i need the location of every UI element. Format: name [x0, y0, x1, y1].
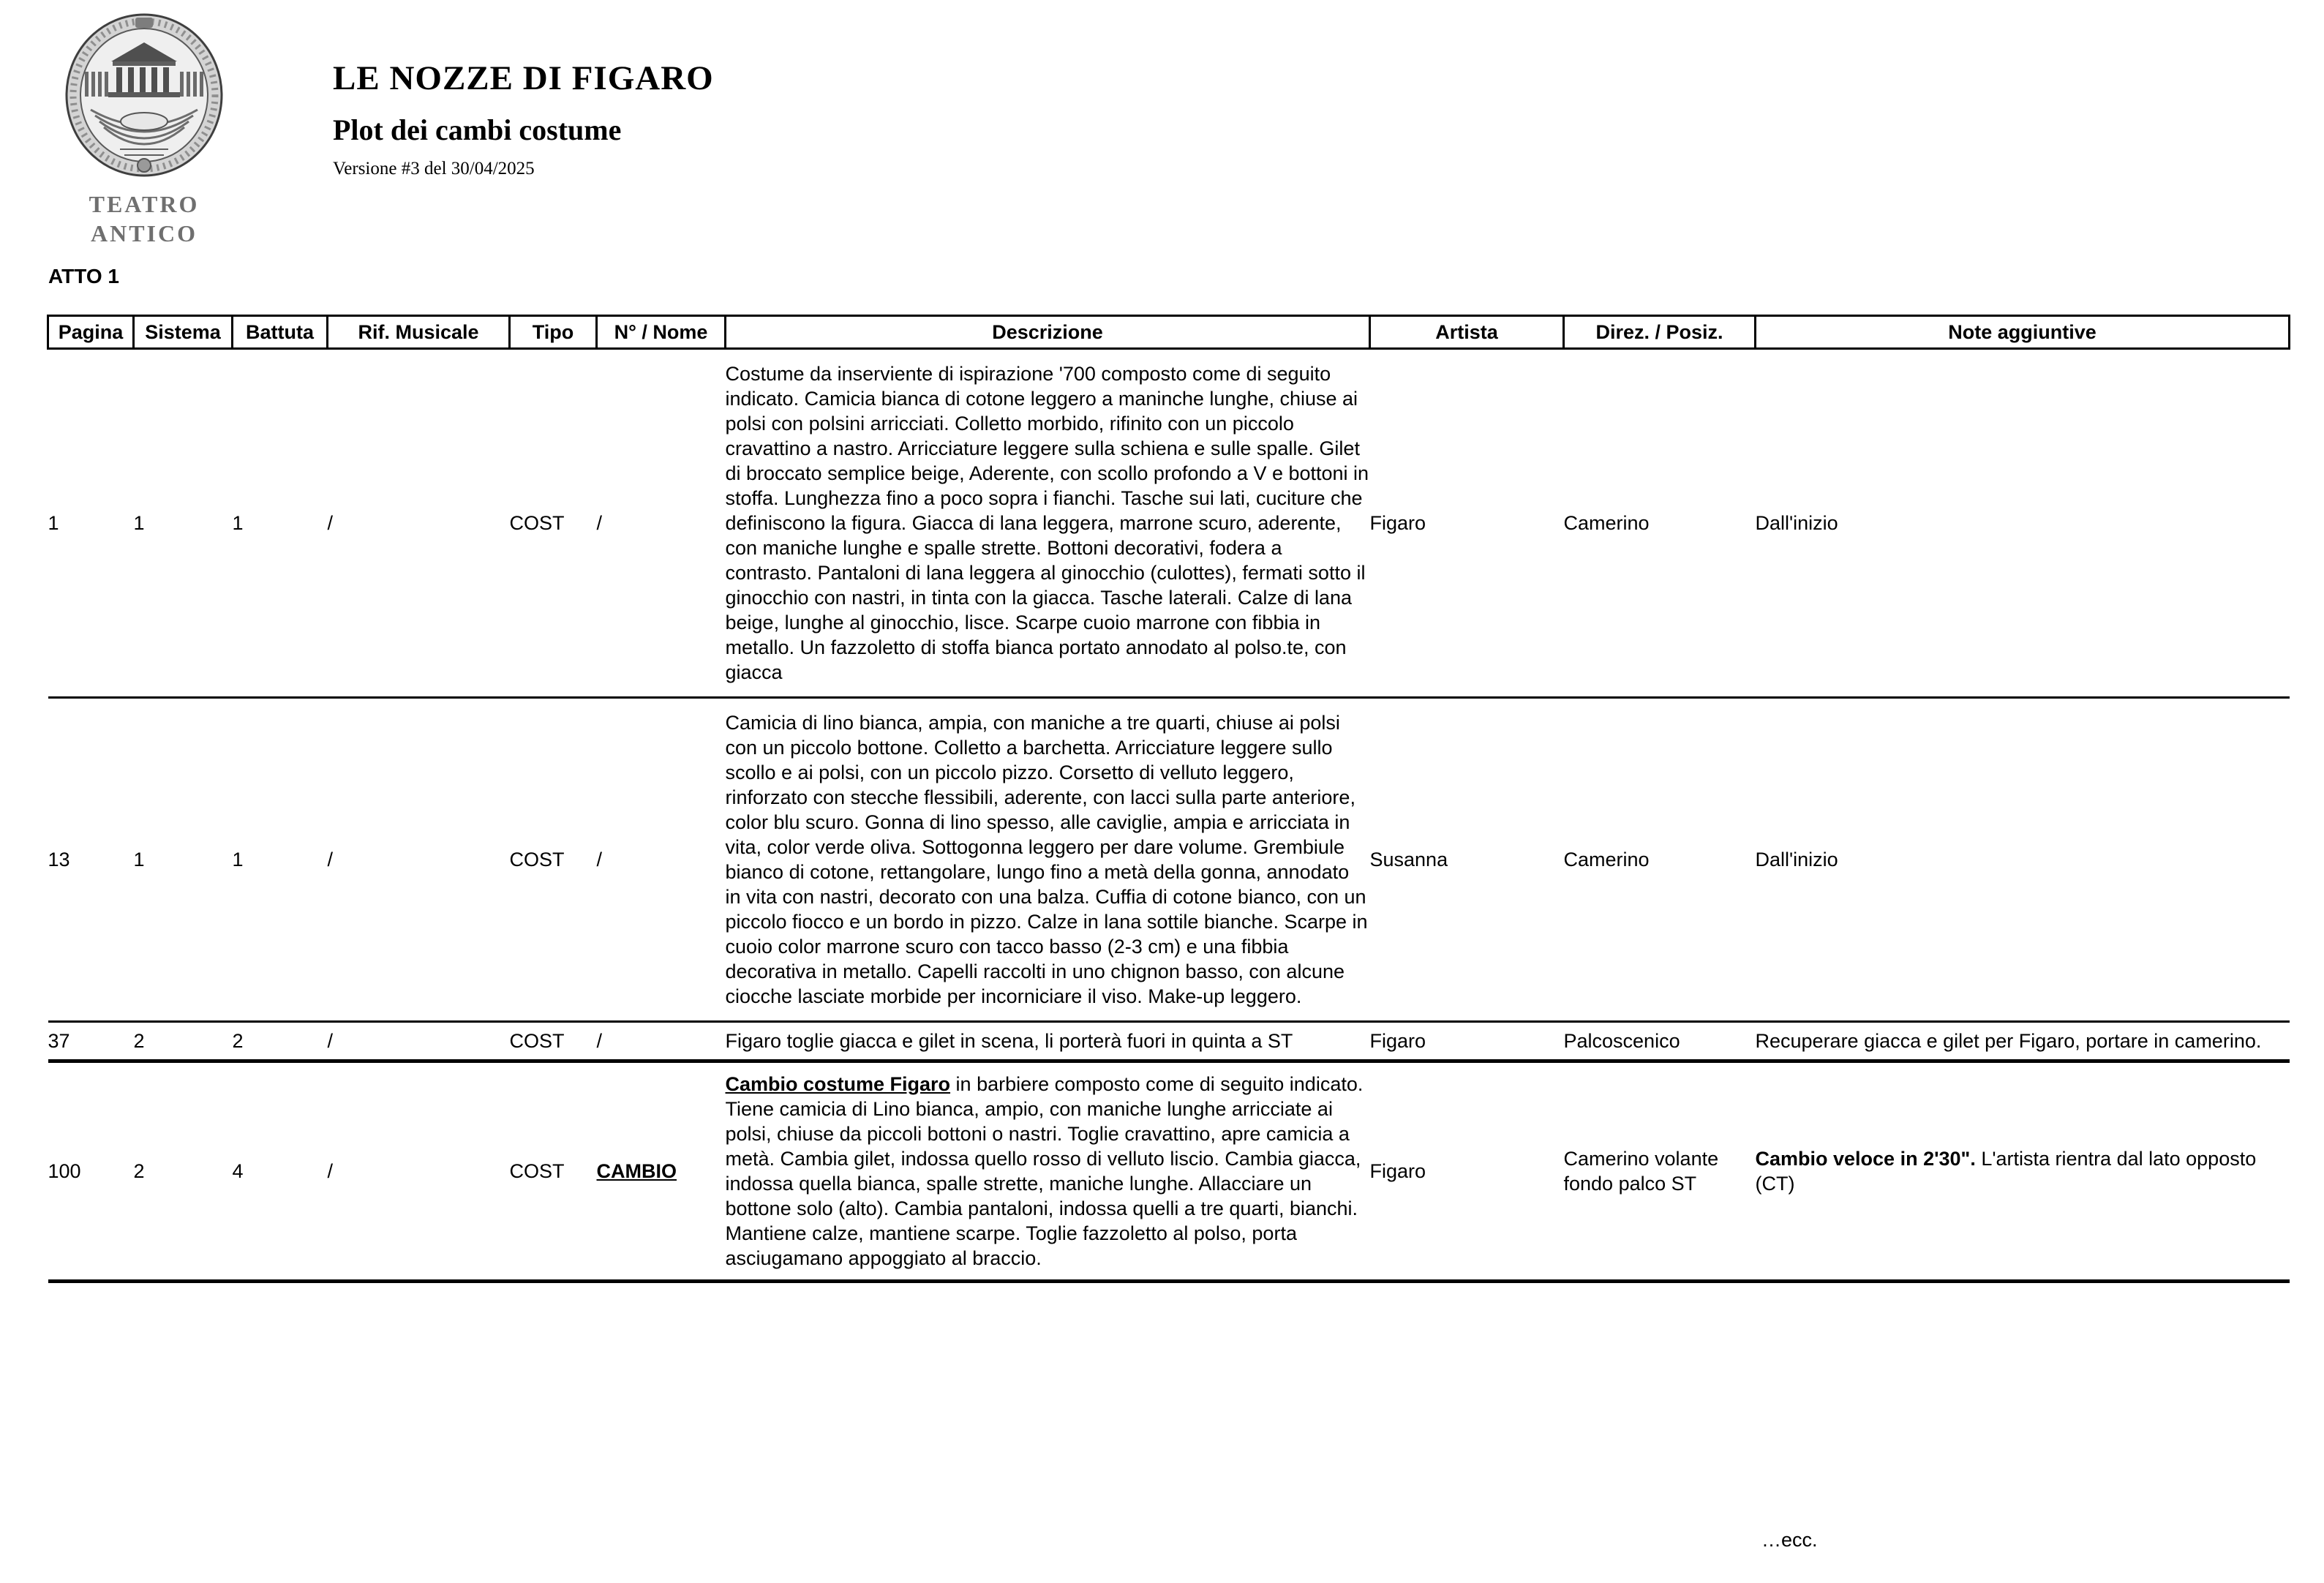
cell-rif-musicale: /	[328, 1061, 510, 1282]
cell-battuta: 4	[233, 1061, 328, 1282]
logo-caption	[61, 189, 227, 248]
cell-artista: Figaro	[1370, 1061, 1564, 1282]
cell-artista: Figaro	[1370, 1022, 1564, 1061]
note-text: Recuperare giacca e gilet per Figaro, portare in camerino.	[1755, 1030, 2262, 1052]
cell-descrizione	[726, 698, 1370, 1022]
col-header-descrizione: Descrizione	[726, 316, 1370, 349]
table-row	[48, 698, 2290, 1022]
cell-sistema: 1	[134, 349, 233, 698]
cell-pagina: 37	[48, 1022, 134, 1061]
note-text: L'artista rientra dal lato opposto (CT)	[1755, 1148, 2257, 1195]
cell-nome	[597, 1061, 726, 1282]
cell-tipo: COST	[510, 1061, 597, 1282]
cell-nome: /	[597, 698, 726, 1022]
cell-pagina: 100	[48, 1061, 134, 1282]
col-header-pagina: Pagina	[48, 316, 134, 349]
table-row	[48, 1061, 2290, 1282]
document-subtitle: Plot dei cambi costume	[333, 113, 622, 146]
col-header-artista: Artista	[1370, 316, 1564, 349]
cell-note	[1756, 1022, 2290, 1061]
col-header-nome: N° / Nome	[597, 316, 726, 349]
document-title: LE NOZZE DI FIGARO	[333, 59, 714, 97]
cell-direz-posiz: Camerino	[1564, 698, 1756, 1022]
title-block	[333, 59, 714, 179]
cell-direz-posiz: Camerino volante fondo palco ST	[1564, 1061, 1756, 1282]
cell-tipo: COST	[510, 349, 597, 698]
cell-artista: Susanna	[1370, 698, 1564, 1022]
cell-sistema: 1	[134, 698, 233, 1022]
cell-rif-musicale: /	[328, 1022, 510, 1061]
cell-note	[1756, 349, 2290, 698]
cell-battuta: 2	[233, 1022, 328, 1061]
cell-direz-posiz: Palcoscenico	[1564, 1022, 1756, 1061]
logo-caption-line1: TEATRO	[89, 191, 200, 217]
descrizione-text: in barbiere composto come di seguito indicato. Tiene camicia di Lino bianca, ampio, con maniche lunghe arricciate ai polsi, chiuse da piccoli bottoni o nastri. Toglie cravattino, apre camicia a metà. Cambia gilet, indossa quello rosso di velluto liscio. Cambia giacca, indossa quella bianca, spalle strette, maniche lunghe. Allacciare un bottone solo (alto). Cambia pantaloni, indossa quelli a tre quarti, bianchi. Mantiene calze, mantiene scarpe. Toglie fazzoletto al polso, porta asciugamano appoggiato al braccio.	[725, 1073, 1364, 1269]
table-header-row	[48, 316, 2290, 349]
cell-artista: Figaro	[1370, 349, 1564, 698]
logo-caption-line2: ANTICO	[90, 220, 198, 247]
act-heading: ATTO 1	[48, 265, 119, 287]
cell-note	[1756, 1061, 2290, 1282]
cell-pagina: 13	[48, 698, 134, 1022]
cell-pagina: 1	[48, 349, 134, 698]
note-text: Dall'inizio	[1755, 849, 1838, 871]
col-header-tipo: Tipo	[510, 316, 597, 349]
table-row	[48, 349, 2290, 698]
col-header-sistema: Sistema	[134, 316, 233, 349]
cell-battuta: 1	[233, 698, 328, 1022]
cell-rif-musicale: /	[328, 698, 510, 1022]
col-header-battuta: Battuta	[233, 316, 328, 349]
cell-battuta: 1	[233, 349, 328, 698]
cell-note	[1756, 698, 2290, 1022]
note-bold: Cambio veloce in 2'30".	[1755, 1148, 1976, 1170]
continuation-marker: …ecc.	[1761, 1529, 1818, 1551]
cell-descrizione	[726, 1022, 1370, 1061]
descrizione-lead: Cambio costume Figaro	[725, 1073, 951, 1095]
cell-descrizione	[726, 1061, 1370, 1282]
cell-tipo: COST	[510, 698, 597, 1022]
teatro-antico-medallion-icon	[61, 12, 227, 181]
cell-nome: /	[597, 349, 726, 698]
descrizione-text: Figaro toglie giacca e gilet in scena, li porterà fuori in quinta a ST	[725, 1030, 1293, 1052]
cell-rif-musicale: /	[328, 349, 510, 698]
col-header-direz-posiz: Direz. / Posiz.	[1564, 316, 1756, 349]
col-header-rif-musicale: Rif. Musicale	[328, 316, 510, 349]
cell-nome: /	[597, 1022, 726, 1061]
cell-sistema: 2	[134, 1022, 233, 1061]
cell-direz-posiz: Camerino	[1564, 349, 1756, 698]
cell-descrizione	[726, 349, 1370, 698]
table-row	[48, 1022, 2290, 1061]
costume-plot-table	[47, 315, 2290, 1283]
document-version: Versione #3 del 30/04/2025	[333, 159, 535, 178]
descrizione-text: Camicia di lino bianca, ampia, con maniche a tre quarti, chiuse ai polsi con un piccolo bottone. Colletto a barchetta. Arricciature leggere sullo scollo e ai polsi, con un piccolo pizzo. Corsetto di velluto leggero, rinforzato con stecche flessibili, aderente, con lacci sulla parte anteriore, color blu scuro. Gonna di lino spesso, alle caviglie, ampia e arricciata in vita, color verde oliva. Sottogonna leggero per dare volume. Grembiule bianco di cotone, rettangolare, lungo fino a metà della gonna, annodato in vita con nastri, decorato con una balza. Cuffia di cotone bianco, con un piccolo fiocco e un bordo in pizzo. Calze in lana sottile bianche. Scarpe in cuoio color marrone scuro con tacco basso (2-3 cm) e una fibbia decorativa in metallo. Capelli raccolti in uno chignon basso, con alcune ciocche lasciate morbide per incorniciare il viso. Make-up leggero.	[725, 712, 1368, 1007]
descrizione-text: Costume da inserviente di ispirazione '700 composto come di seguito indicato. Camicia bianca di cotone leggero a maninche lunghe, chiuse ai polsi con polsini arricciati. Colletto morbido, rifinito con un piccolo cravattino a nastro. Arricciature leggere sulla schiena e sulle spalle. Gilet di broccato semplice beige, Aderente, con scollo profondo a V e bottoni in stoffa. Lunghezza fino a poco sopra i fianchi. Tasche sui lati, cuciture che definiscono la figura. Giacca di lana leggera, marrone scuro, aderente, con maniche lunghe e spalle strette. Bottoni decorativi, fodera a contrasto. Pantaloni di lana leggera al ginocchio (culottes), fermati sotto il ginocchio con nastri, in tinta con la giacca. Tasche laterali. Calze di lana beige, lunghe al ginocchio, lisce. Scarpe cuoio marrone con fibbia in metallo. Un fazzoletto di stoffa bianca portato annodato al polso.te, con giacca	[725, 363, 1369, 683]
col-header-note: Note aggiuntive	[1756, 316, 2290, 349]
cell-tipo: COST	[510, 1022, 597, 1061]
nome-cambio-label: CAMBIO	[596, 1160, 677, 1182]
note-text: Dall'inizio	[1755, 512, 1838, 534]
theatre-logo	[61, 12, 227, 248]
cell-sistema: 2	[134, 1061, 233, 1282]
